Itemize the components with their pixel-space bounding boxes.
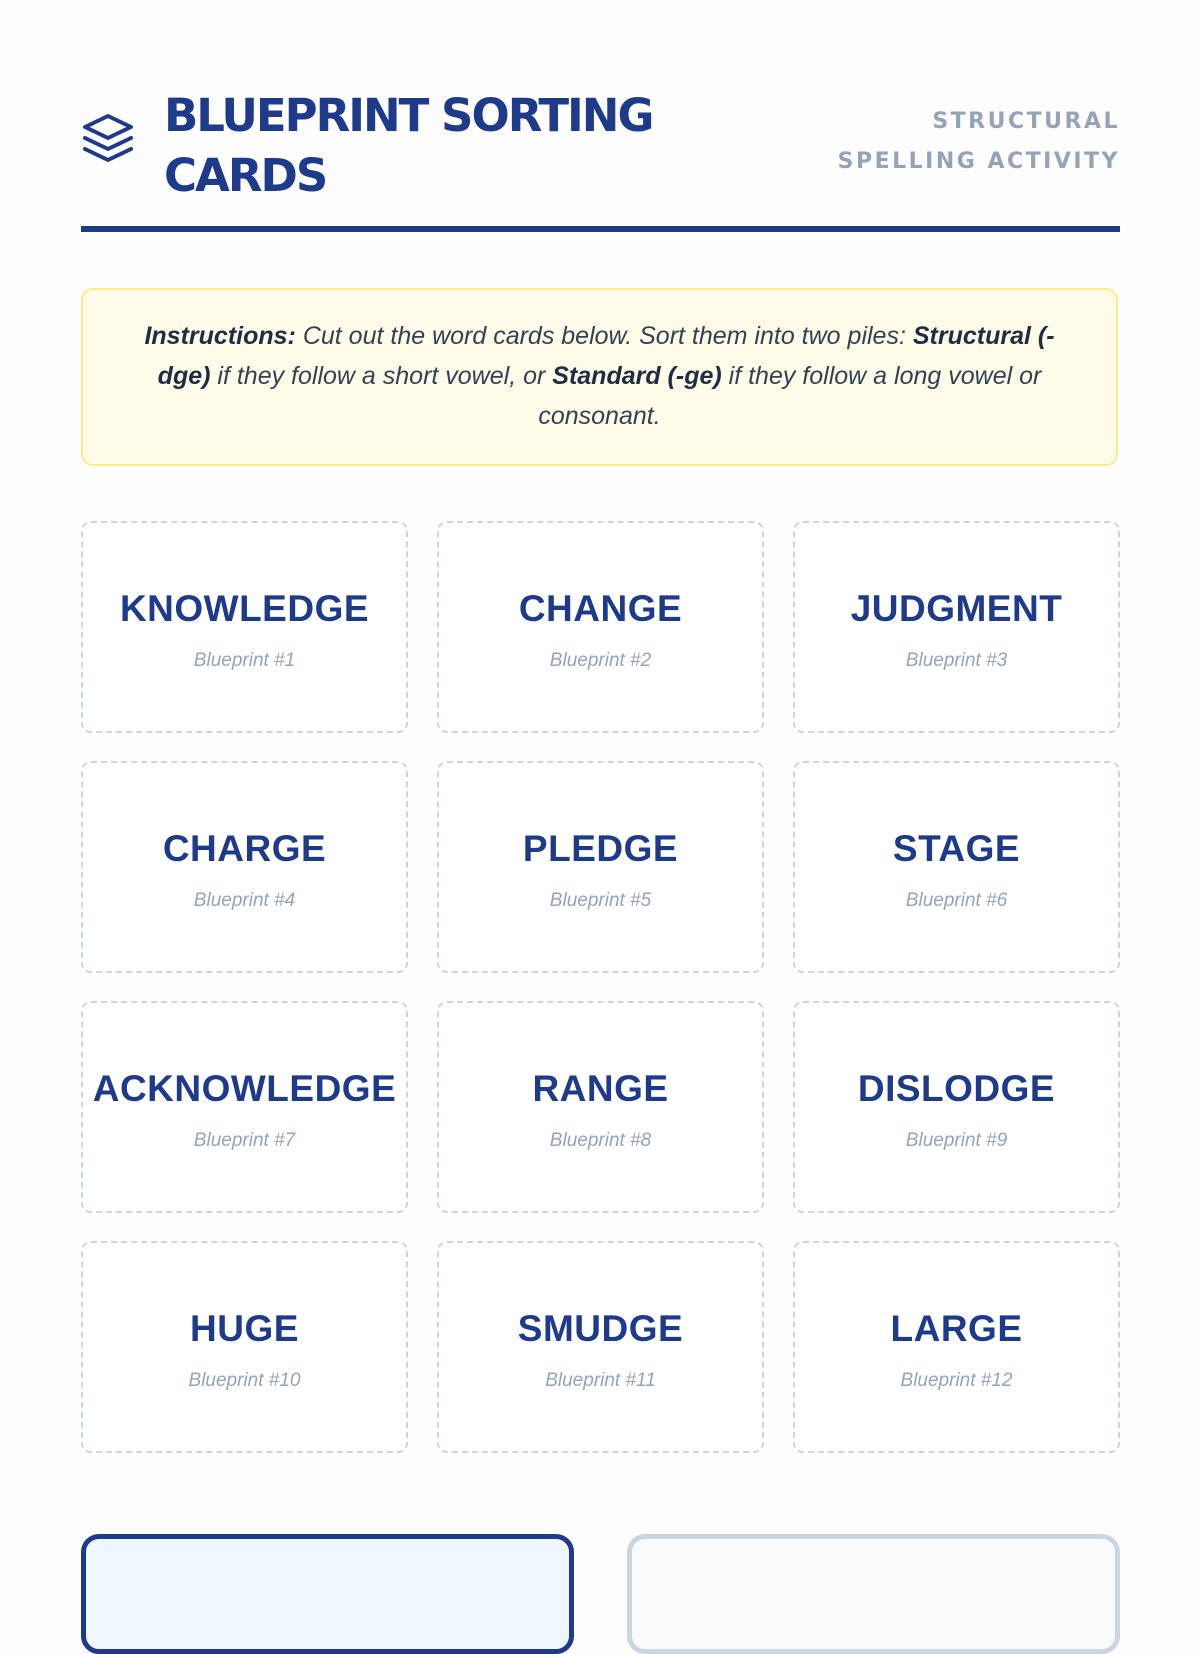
card-tag: Blueprint #2 [549,650,652,671]
card-tag: Blueprint #8 [549,1130,652,1151]
word-card[interactable] [81,1241,408,1453]
standard-pile-box[interactable] [627,1534,1120,1654]
instructions-text: if they follow a long vowel or consonant. [538,362,1042,430]
word-card[interactable] [793,1001,1120,1213]
word-card[interactable] [437,1001,764,1213]
word-card[interactable] [437,1241,764,1453]
structural-pile-box[interactable] [81,1534,574,1654]
card-word: HUGE [190,1308,299,1349]
word-card[interactable] [793,521,1120,733]
card-tag: Blueprint #9 [905,1130,1008,1151]
word-card[interactable] [793,1241,1120,1453]
layers-icon [81,112,135,166]
card-tag: Blueprint #12 [900,1370,1013,1391]
card-word: DISLODGE [857,1068,1056,1109]
card-word: SMUDGE [517,1308,684,1349]
instructions-box [81,288,1118,466]
card-tag: Blueprint #4 [193,890,296,911]
word-card[interactable] [793,761,1120,973]
card-word: RANGE [532,1068,669,1109]
worksheet-header [81,82,1120,200]
worksheet-page [81,0,1120,1600]
card-tag: Blueprint #10 [188,1370,301,1391]
word-card[interactable] [81,1001,408,1213]
word-card[interactable] [81,521,408,733]
card-tag: Blueprint #6 [905,890,1008,911]
word-card[interactable] [437,521,764,733]
card-word: KNOWLEDGE [119,588,370,629]
card-tag: Blueprint #1 [193,650,296,671]
instructions-text: if they follow a short vowel, or [210,362,553,390]
card-word: CHANGE [518,588,683,629]
card-tag: Blueprint #7 [193,1130,296,1151]
card-word: CHARGE [162,828,327,869]
card-word: JUDGMENT [850,588,1063,629]
card-word: PLEDGE [522,828,679,869]
card-tag: Blueprint #5 [549,890,652,911]
structural-pile-name: Structural (-dge) [157,322,1055,390]
word-card[interactable] [437,761,764,973]
card-word: ACKNOWLEDGE [92,1068,397,1109]
instructions-text: Cut out the word cards below. Sort them into two piles: [295,322,913,350]
page-title: BLUEPRINT SORTING CARDS [164,89,653,202]
instructions-label: Instructions: [144,322,296,350]
card-word: STAGE [892,828,1021,869]
standard-pile-name: Standard (-ge) [552,362,722,390]
header-divider [81,226,1120,232]
card-tag: Blueprint #3 [905,650,1008,671]
card-word: LARGE [890,1308,1023,1349]
page-subtitle: STRUCTURAL SPELLING ACTIVITY [837,109,1120,174]
card-tag: Blueprint #11 [545,1370,656,1391]
word-card[interactable] [81,761,408,973]
